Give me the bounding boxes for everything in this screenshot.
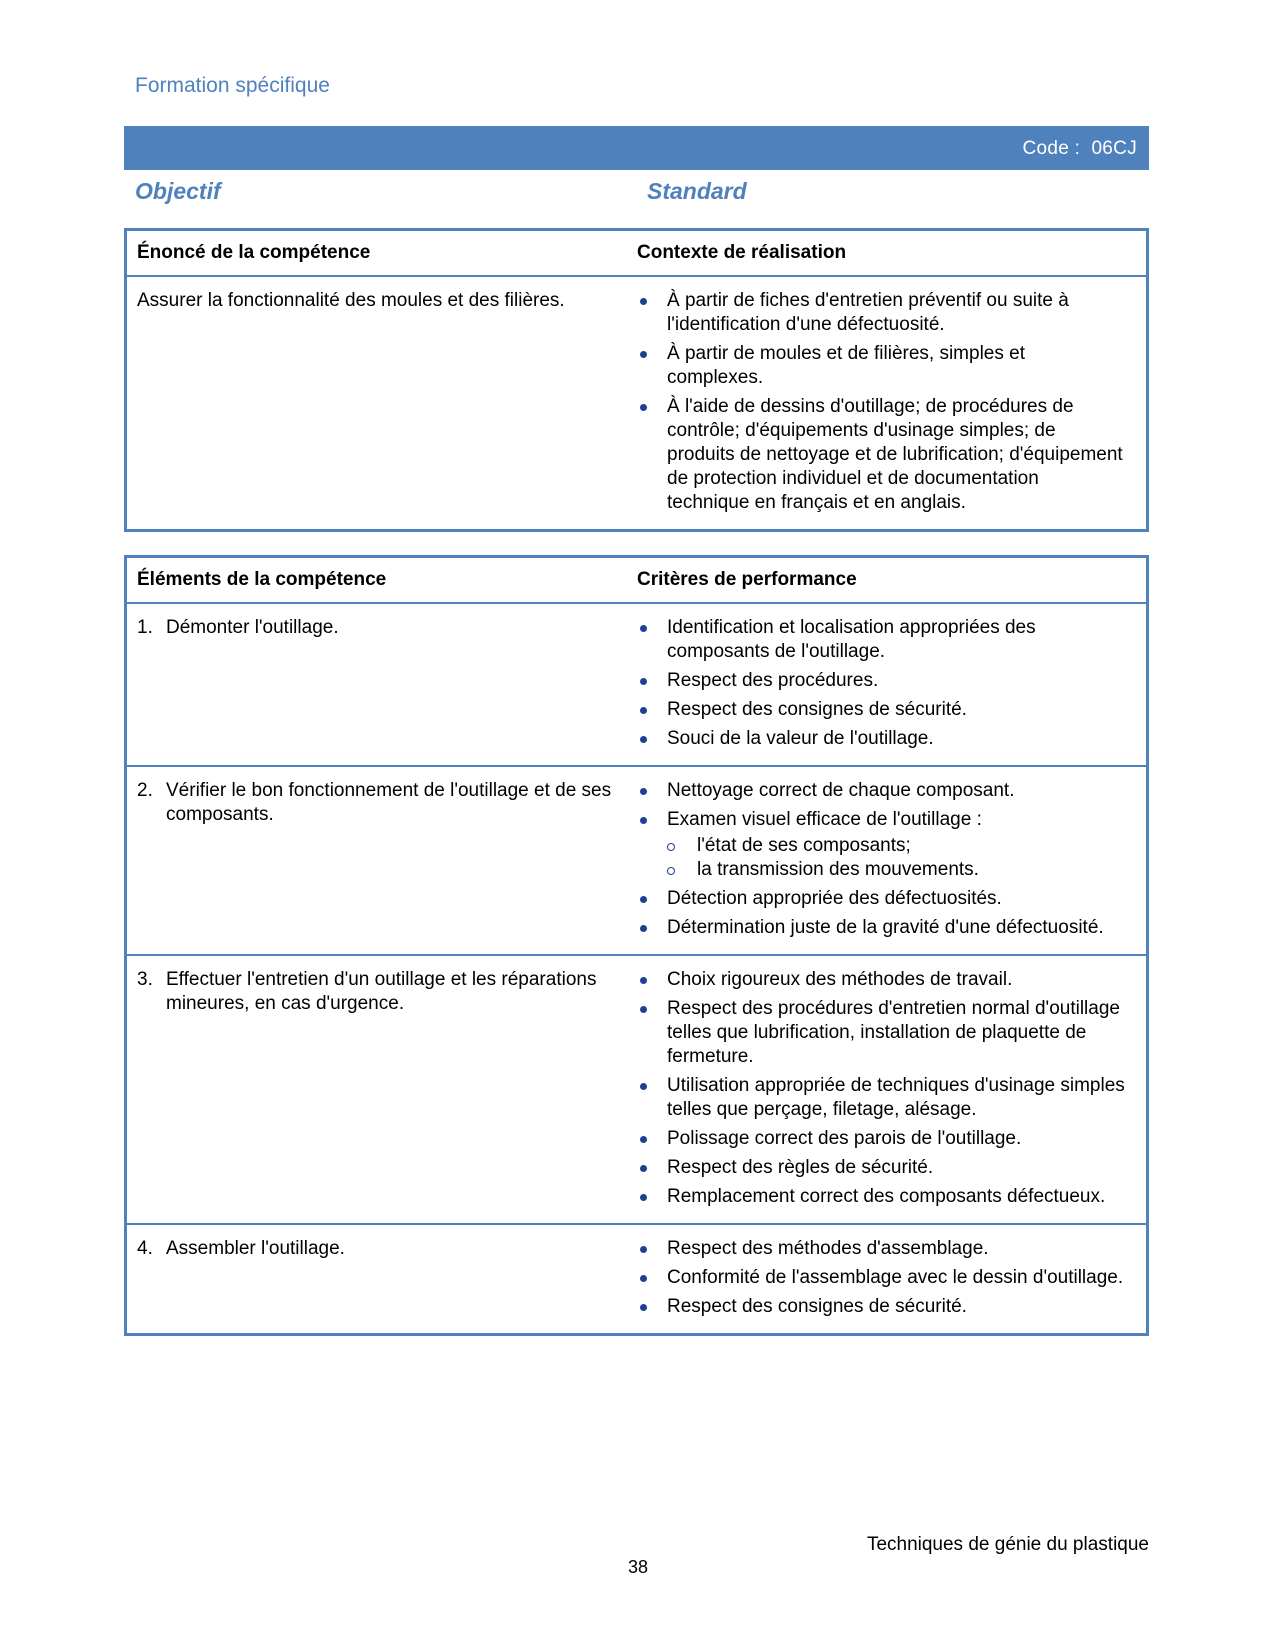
list-item-text: Conformité de l'assemblage avec le dessin d'outillage. bbox=[667, 1267, 1124, 1288]
list-item-text: Remplacement correct des composants défectueux. bbox=[667, 1186, 1106, 1207]
list-item-text: Examen visuel efficace de l'outillage : bbox=[667, 809, 982, 830]
list-item bbox=[637, 1156, 1126, 1180]
element-item bbox=[137, 968, 637, 1016]
list-item-text: Détermination juste de la gravité d'une défectuosité. bbox=[667, 917, 1104, 938]
element-cell bbox=[126, 603, 638, 766]
list-item bbox=[637, 808, 1126, 882]
criteria-cell bbox=[637, 1224, 1148, 1335]
bullet-icon bbox=[640, 298, 647, 305]
list-item bbox=[637, 968, 1126, 992]
element-text: Démonter l'outillage. bbox=[166, 617, 339, 638]
list-item-text: Souci de la valeur de l'outillage. bbox=[667, 728, 934, 749]
context-cell bbox=[637, 276, 1148, 531]
element-number: 2. bbox=[137, 780, 153, 801]
code-banner bbox=[124, 126, 1149, 170]
bullet-icon bbox=[640, 736, 647, 743]
bullet-icon bbox=[640, 1136, 647, 1143]
list-item bbox=[637, 395, 1126, 515]
context-header: Contexte de réalisation bbox=[637, 230, 1148, 277]
list-item bbox=[637, 727, 1126, 751]
bullet-icon bbox=[640, 1006, 647, 1013]
element-item bbox=[137, 1237, 637, 1261]
bullet-icon bbox=[640, 707, 647, 714]
sub-criteria-list bbox=[667, 834, 1126, 882]
competence-table bbox=[124, 228, 1149, 532]
bullet-icon bbox=[640, 351, 647, 358]
list-item-text: Nettoyage correct de chaque composant. bbox=[667, 780, 1015, 801]
bullet-icon bbox=[640, 678, 647, 685]
table-row bbox=[126, 603, 1148, 766]
list-item bbox=[637, 698, 1126, 722]
bullet-icon bbox=[640, 1083, 647, 1090]
list-item bbox=[637, 887, 1126, 911]
list-item bbox=[637, 669, 1126, 693]
code-label: Code : bbox=[1022, 138, 1081, 159]
context-list bbox=[637, 289, 1126, 515]
list-item bbox=[637, 342, 1126, 390]
sub-list-item-text: la transmission des mouvements. bbox=[697, 859, 979, 880]
criteria-cell bbox=[637, 766, 1148, 955]
list-item-text: Respect des procédures. bbox=[667, 670, 879, 691]
list-item bbox=[637, 1185, 1126, 1209]
list-item bbox=[637, 1237, 1126, 1261]
table-row bbox=[126, 1224, 1148, 1335]
criteria-list bbox=[637, 968, 1126, 1209]
bullet-icon bbox=[640, 1246, 647, 1253]
competency-code bbox=[1022, 138, 1137, 160]
list-item bbox=[637, 916, 1126, 940]
element-cell bbox=[126, 955, 638, 1224]
list-item bbox=[637, 1295, 1126, 1319]
statement-header: Énoncé de la compétence bbox=[126, 230, 638, 277]
element-number: 3. bbox=[137, 969, 153, 990]
list-item-text: Identification et localisation appropriées des composants de l'outillage. bbox=[667, 617, 1036, 662]
bullet-icon bbox=[640, 1275, 647, 1282]
sub-list-item-text: l'état de ses composants; bbox=[697, 835, 911, 856]
footer-program-title: Techniques de génie du plastique bbox=[866, 1534, 1149, 1555]
circle-bullet-icon bbox=[667, 867, 675, 875]
table-row bbox=[126, 766, 1148, 955]
element-cell bbox=[126, 766, 638, 955]
standard-title: Standard bbox=[647, 178, 747, 204]
element-number: 1. bbox=[137, 617, 153, 638]
list-item bbox=[637, 616, 1126, 664]
bullet-icon bbox=[640, 1194, 647, 1201]
element-text: Assembler l'outillage. bbox=[166, 1238, 345, 1259]
objective-title: Objectif bbox=[135, 178, 221, 204]
element-item bbox=[137, 616, 637, 640]
element-text: Vérifier le bon fonctionnement de l'outillage et de ses composants. bbox=[166, 780, 612, 825]
element-text: Effectuer l'entretien d'un outillage et les réparations mineures, en cas d'urgence. bbox=[166, 969, 597, 1014]
code-value: 06CJ bbox=[1091, 138, 1137, 159]
elements-table-header bbox=[126, 557, 1148, 604]
criteria-cell bbox=[637, 955, 1148, 1224]
list-item bbox=[637, 779, 1126, 803]
list-item bbox=[637, 289, 1126, 337]
list-item bbox=[637, 1266, 1126, 1290]
criteria-cell bbox=[637, 603, 1148, 766]
list-item-text: Utilisation appropriée de techniques d'usinage simples telles que perçage, filetage, alésage. bbox=[667, 1075, 1125, 1120]
list-item-text: Choix rigoureux des méthodes de travail. bbox=[667, 969, 1013, 990]
list-item bbox=[637, 997, 1126, 1069]
list-item-text: Polissage correct des parois de l'outillage. bbox=[667, 1128, 1022, 1149]
sub-list-item bbox=[667, 834, 1126, 858]
table-row bbox=[126, 955, 1148, 1224]
competence-statement: Assurer la fonctionnalité des moules et des filières. bbox=[137, 290, 565, 311]
bullet-icon bbox=[640, 625, 647, 632]
bullet-icon bbox=[640, 817, 647, 824]
bullet-icon bbox=[640, 1165, 647, 1172]
list-item-text: Respect des règles de sécurité. bbox=[667, 1157, 934, 1178]
bullet-icon bbox=[640, 896, 647, 903]
elements-table bbox=[124, 555, 1149, 1336]
list-item-text: Respect des procédures d'entretien normal d'outillage telles que lubrification, installation de plaquette de fermeture. bbox=[667, 998, 1120, 1067]
list-item-text: À partir de moules et de filières, simples et complexes. bbox=[667, 343, 1025, 388]
element-number: 4. bbox=[137, 1238, 153, 1259]
circle-bullet-icon bbox=[667, 843, 675, 851]
list-item-text: Respect des consignes de sécurité. bbox=[667, 1296, 967, 1317]
bullet-icon bbox=[640, 788, 647, 795]
criteria-list bbox=[637, 616, 1126, 751]
list-item-text: Détection appropriée des défectuosités. bbox=[667, 888, 1002, 909]
criteria-header: Critères de performance bbox=[637, 557, 1148, 604]
bullet-icon bbox=[640, 925, 647, 932]
page-number: 38 bbox=[628, 1557, 649, 1577]
column-titles bbox=[135, 178, 1155, 208]
bullet-icon bbox=[640, 977, 647, 984]
elements-header: Éléments de la compétence bbox=[126, 557, 638, 604]
competence-row bbox=[126, 276, 1148, 531]
section-header: Formation spécifique bbox=[135, 74, 330, 97]
list-item bbox=[637, 1127, 1126, 1151]
criteria-list bbox=[637, 779, 1126, 940]
sub-list-item bbox=[667, 858, 1126, 882]
criteria-list bbox=[637, 1237, 1126, 1319]
element-cell bbox=[126, 1224, 638, 1335]
bullet-icon bbox=[640, 1304, 647, 1311]
list-item-text: À partir de fiches d'entretien préventif ou suite à l'identification d'une défectuosité. bbox=[667, 290, 1069, 335]
list-item bbox=[637, 1074, 1126, 1122]
list-item-text: Respect des consignes de sécurité. bbox=[667, 699, 967, 720]
list-item-text: À l'aide de dessins d'outillage; de procédures de contrôle; d'équipements d'usinage simples; de produits de nettoyage et de lubrification; d'équipement de protection individuel et de documentation technique en français et en anglais. bbox=[667, 396, 1123, 513]
element-item bbox=[137, 779, 637, 827]
list-item-text: Respect des méthodes d'assemblage. bbox=[667, 1238, 989, 1259]
bullet-icon bbox=[640, 404, 647, 411]
competence-table-header bbox=[126, 230, 1148, 277]
